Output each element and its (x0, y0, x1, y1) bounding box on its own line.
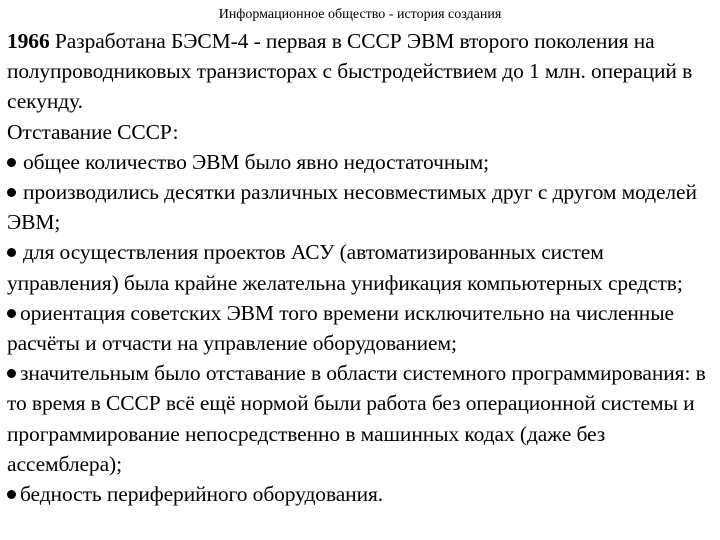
bullet-text: бедность периферийного оборудования. (20, 482, 384, 507)
bullet-text: производились десятки различных несовместимых друг с другом моделей ЭВМ; (7, 180, 697, 235)
bullet-item-4 (7, 298, 717, 358)
bullet-item-1 (7, 147, 717, 177)
section-title: Отставание СССР: (7, 119, 179, 144)
bullet-dot-icon (7, 158, 16, 167)
bullet-text: ориентация советских ЭВМ того времени исключительно на численные расчёты и отчасти на управление оборудованием; (7, 300, 674, 356)
bullet-text: значительным было отставание в области системного программирования: в то время в СССР всё ещё нормой были работа без операционной системы и программирование непосредственно в машинных кодах (даже без ассемблера); (7, 361, 706, 476)
bullet-dot-icon (7, 309, 16, 318)
bullet-text: для осуществления проектов АСУ (автоматизированных систем управления) была крайне желательна унификация компьютерных средств; (7, 240, 683, 295)
bullet-dot-icon (7, 369, 16, 378)
intro-text: Разработана БЭСМ-4 - первая в СССР ЭВМ второго поколения на полупроводниковых транзисторах с быстродействием до 1 млн. операций в секунду. (7, 29, 693, 114)
bullet-dot-icon (7, 248, 16, 257)
intro-year: 1966 (7, 29, 50, 53)
bullet-dot-icon (7, 188, 16, 197)
slide-content (7, 26, 717, 509)
bullet-item-6 (7, 479, 717, 509)
intro-paragraph (7, 26, 717, 117)
bullet-item-3 (7, 237, 717, 297)
bullet-dot-icon (7, 490, 16, 499)
bullet-item-2 (7, 177, 717, 237)
bullet-item-5 (7, 358, 717, 479)
slide-header: Информационное общество - история создания (218, 7, 502, 22)
bullet-text: общее количество ЭВМ было явно недостаточным; (23, 149, 489, 174)
